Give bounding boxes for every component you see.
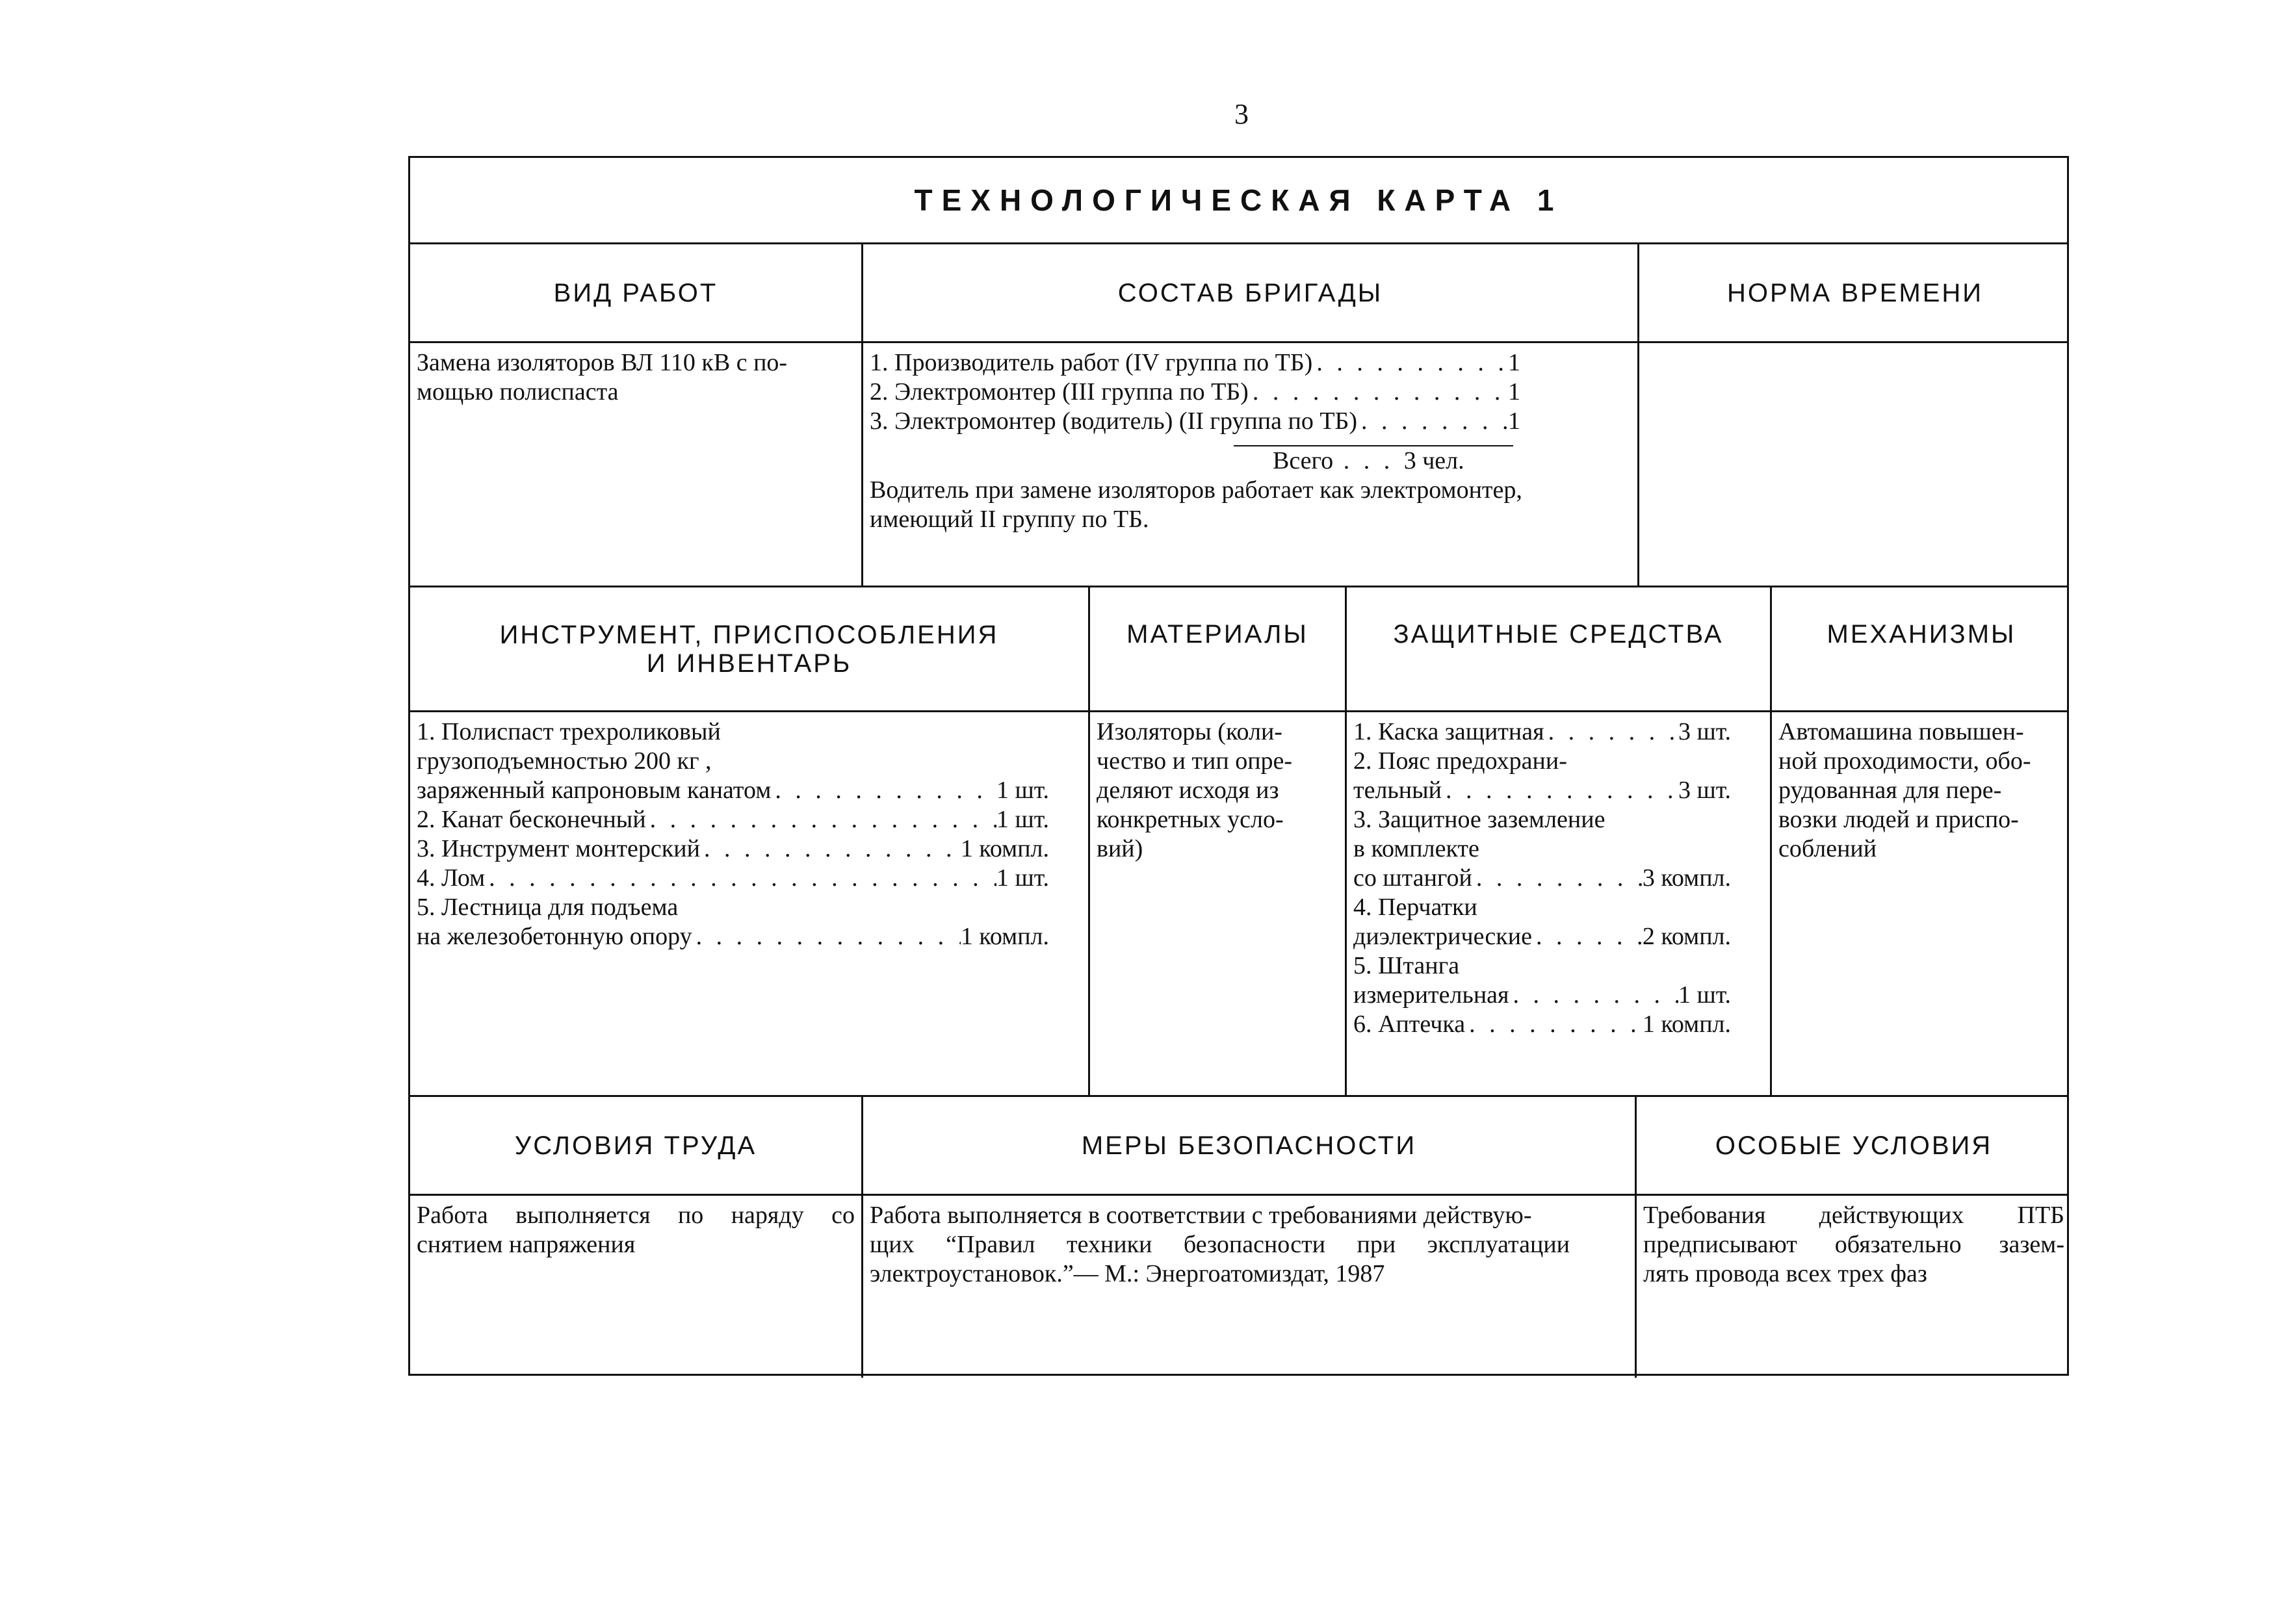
team-item: 2. Электромонтер (III группа по ТБ) . . . 1 <box>870 378 1520 407</box>
header-time-norm: НОРМА ВРЕМЕНИ <box>1637 244 2071 341</box>
materials-line: деляют исходя из <box>1097 777 1279 804</box>
tools-line: на железобетонную опору . . . 1 компл. <box>417 922 1049 951</box>
content-row-3 <box>410 1194 2067 1378</box>
protection-line: 3. Защитное заземление <box>1353 806 1606 833</box>
header-conditions: УСЛОВИЯ ТРУДА <box>514 1131 757 1160</box>
header-tools-line: И ИНВЕНТАРЬ <box>646 649 852 678</box>
protection-line: 4. Перчатки <box>1353 894 1477 921</box>
content-row-1 <box>410 341 2067 586</box>
technological-card-table <box>408 156 2069 1376</box>
materials-line: конкретных усло- <box>1097 806 1284 833</box>
header-work-type: ВИД РАБОТ <box>553 278 718 307</box>
protection-cell <box>1345 712 1770 1095</box>
header-tools <box>410 587 1088 710</box>
work-type-line: мощью полиспаста <box>417 378 619 406</box>
content-row-2 <box>410 710 2067 1095</box>
header-row-2 <box>410 586 2067 710</box>
protection-line: измерительная . . . 1 шт. <box>1353 981 1731 1010</box>
team-cell <box>861 343 1637 586</box>
protection-line: тельный . . . 3 шт. <box>1353 776 1731 805</box>
card-title: ТЕХНОЛОГИЧЕСКАЯ КАРТА 1 <box>914 183 1563 217</box>
tools-line: 3. Инструмент монтерский . . . 1 компл. <box>417 834 1049 864</box>
special-line: предписывают обязательно зазем- <box>1643 1231 2064 1258</box>
materials-line: чество и тип опре- <box>1097 747 1293 775</box>
header-materials: МАТЕРИАЛЫ <box>1088 587 1345 710</box>
special-cell <box>1635 1196 2071 1378</box>
tools-line: 1. Полиспаст трехроликовый <box>417 718 721 745</box>
mechanisms-line: возки людей и приспо- <box>1778 806 2019 833</box>
materials-line: Изоляторы (коли- <box>1097 718 1282 745</box>
protection-line: в комплекте <box>1353 835 1479 862</box>
team-total: Всего . . . 3 чел. <box>1273 447 1464 474</box>
tools-line: 5. Лестница для подъема <box>417 894 679 921</box>
safety-line: щих “Правил техники безопасности при эксплуатации <box>870 1231 1570 1258</box>
safety-line: электроустановок.”— М.: Энергоатомиздат, 1987 <box>870 1260 1385 1287</box>
protection-line: 2. Пояс предохрани- <box>1353 747 1567 775</box>
header-mechanisms: МЕХАНИЗМЫ <box>1770 587 2071 710</box>
protection-line: 6. Аптечка . . . 1 компл. <box>1353 1010 1731 1039</box>
protection-line: диэлектрические . . . 2 компл. <box>1353 922 1731 951</box>
header-special: ОСОБЫЕ УСЛОВИЯ <box>1635 1097 2071 1194</box>
mechanisms-line: рудованная для пере- <box>1778 777 2002 804</box>
tools-line: заряженный капроновым канатом . . . 1 шт. <box>417 776 1049 805</box>
safety-cell <box>861 1196 1635 1378</box>
conditions-line: Работа выполняется по наряду со <box>417 1202 855 1229</box>
mechanisms-line: соблений <box>1778 835 1877 862</box>
tools-line: 4. Лом . . . 1 шт. <box>417 864 1049 893</box>
special-line: Требования действующих ПТБ <box>1643 1202 2064 1229</box>
team-note: Водитель при замене изоляторов работает как электромонтер, <box>870 476 1522 504</box>
safety-line: Работа выполняется в соответствии с требованиями действую- <box>870 1202 1532 1229</box>
protection-line: 5. Штанга <box>1353 952 1460 979</box>
protection-line: со штангой . . . 3 компл. <box>1353 864 1731 893</box>
team-item: 3. Электромонтер (водитель) (II группа по ТБ) . . . 1 <box>870 407 1520 436</box>
materials-line: вий) <box>1097 835 1143 862</box>
protection-line: 1. Каска защитная . . . 3 шт. <box>1353 717 1731 747</box>
header-team: СОСТАВ БРИГАДЫ <box>861 244 1637 341</box>
mechanisms-line: ной проходимости, обо- <box>1778 747 2031 775</box>
header-row-3 <box>410 1095 2067 1194</box>
work-type-cell <box>410 343 861 586</box>
header-protection: ЗАЩИТНЫЕ СРЕДСТВА <box>1345 587 1770 710</box>
conditions-cell <box>410 1196 861 1378</box>
work-type-line: Замена изоляторов ВЛ 110 кВ с по- <box>417 349 788 376</box>
tools-line: грузоподъемностью 200 кг , <box>417 747 712 775</box>
mechanisms-cell <box>1770 712 2071 1095</box>
team-note: имеющий II группу по ТБ. <box>870 506 1149 533</box>
tools-cell <box>410 712 1088 1095</box>
header-tools-line: ИНСТРУМЕНТ, ПРИСПОСОБЛЕНИЯ <box>499 620 999 649</box>
mechanisms-line: Автомашина повышен- <box>1778 718 2024 745</box>
header-safety: МЕРЫ БЕЗОПАСНОСТИ <box>861 1097 1635 1194</box>
conditions-line: снятием напряжения <box>417 1231 636 1258</box>
team-item: 1. Производитель работ (IV группа по ТБ) . . . 1 <box>870 348 1520 378</box>
special-line: лять провода всех трех фаз <box>1643 1260 1927 1287</box>
tools-line: 2. Канат бесконечный . . . 1 шт. <box>417 805 1049 834</box>
materials-cell <box>1088 712 1345 1095</box>
time-norm-cell <box>1637 343 2071 586</box>
header-row-1 <box>410 242 2067 341</box>
page-number: 3 <box>1234 98 1249 130</box>
